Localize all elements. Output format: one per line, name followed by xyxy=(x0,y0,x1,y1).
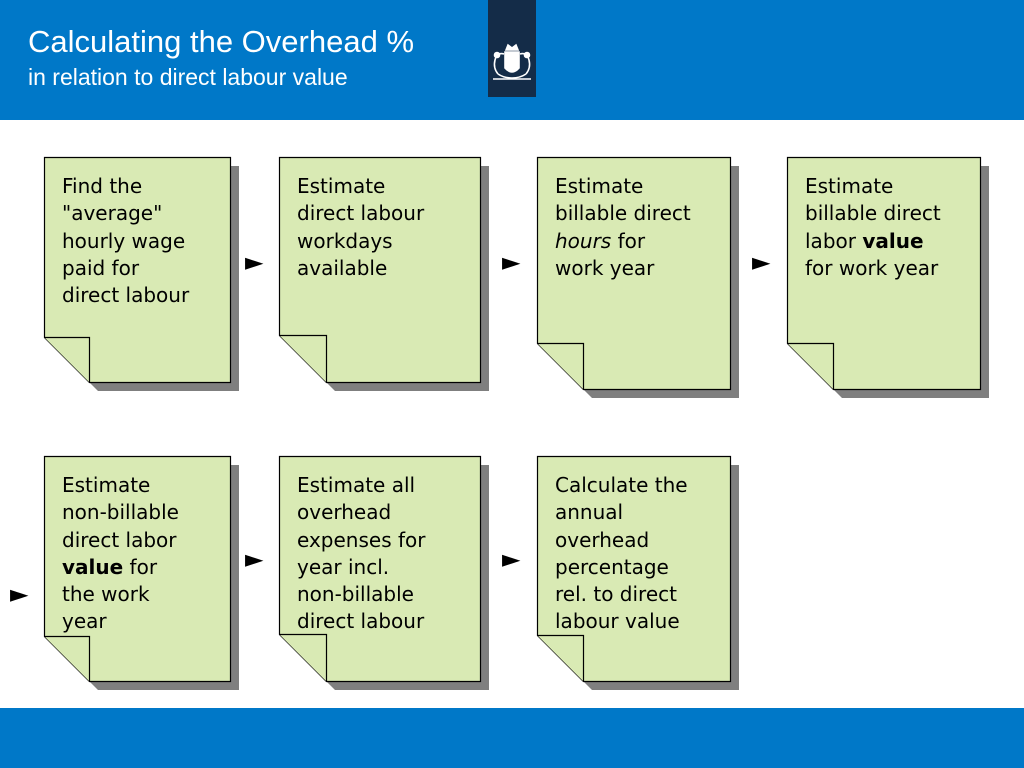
step-text-segment: value xyxy=(62,554,124,579)
process-step-note xyxy=(44,157,239,391)
process-step-note xyxy=(279,456,489,690)
step-text-segment: Calculate the annual overhead percentage rel. to direct labour value xyxy=(555,473,688,634)
step-text-segment: Estimate non-billable direct labor xyxy=(62,473,179,552)
step-text xyxy=(805,173,941,282)
slide-subtitle: in relation to direct labour value xyxy=(28,64,348,90)
step-text xyxy=(62,472,179,636)
note-fold xyxy=(45,338,90,383)
step-text-segment: Estimate billable direct xyxy=(555,174,691,226)
step-text-segment: for work year xyxy=(805,255,939,280)
flow-arrow-icon: ► xyxy=(245,545,264,573)
flow-arrow-icon: ► xyxy=(10,580,29,608)
step-text xyxy=(555,472,688,636)
process-step-note xyxy=(787,157,989,398)
note-fold xyxy=(45,637,90,682)
header-bar xyxy=(0,0,1024,120)
royal-coat-of-arms-icon xyxy=(488,0,536,97)
process-step-note xyxy=(279,157,489,391)
step-text-segment: for work year xyxy=(555,228,655,280)
step-text-segment: Estimate billable direct labor xyxy=(805,174,941,253)
step-text-segment: for the work year xyxy=(62,554,158,634)
step-text-segment: Find the "average" hourly wage paid for direct labour xyxy=(62,174,190,308)
slide-title: Calculating the Overhead % xyxy=(28,24,415,59)
step-text-segment: Estimate direct labour workdays available xyxy=(297,174,425,280)
process-step-note xyxy=(537,157,739,398)
process-step-note xyxy=(537,456,739,690)
step-text xyxy=(297,173,424,282)
step-text-segment: Estimate all overhead expenses for year incl. non-billable direct labour xyxy=(297,473,426,634)
step-text-segment: value xyxy=(862,228,924,253)
flow-arrow-icon: ► xyxy=(502,545,521,573)
flow-arrow-icon: ► xyxy=(502,248,521,276)
note-fold xyxy=(280,336,327,383)
note-fold xyxy=(280,635,327,682)
step-text xyxy=(555,173,691,282)
process-step-note xyxy=(44,456,239,690)
logo xyxy=(488,0,536,97)
footer-bar xyxy=(0,708,1024,768)
step-text xyxy=(297,472,425,636)
flow-arrow-icon: ► xyxy=(752,248,771,276)
step-text-segment: hours xyxy=(555,228,612,253)
flow-arrow-icon: ► xyxy=(245,248,264,276)
note-fold xyxy=(538,636,584,682)
step-text xyxy=(62,173,189,309)
